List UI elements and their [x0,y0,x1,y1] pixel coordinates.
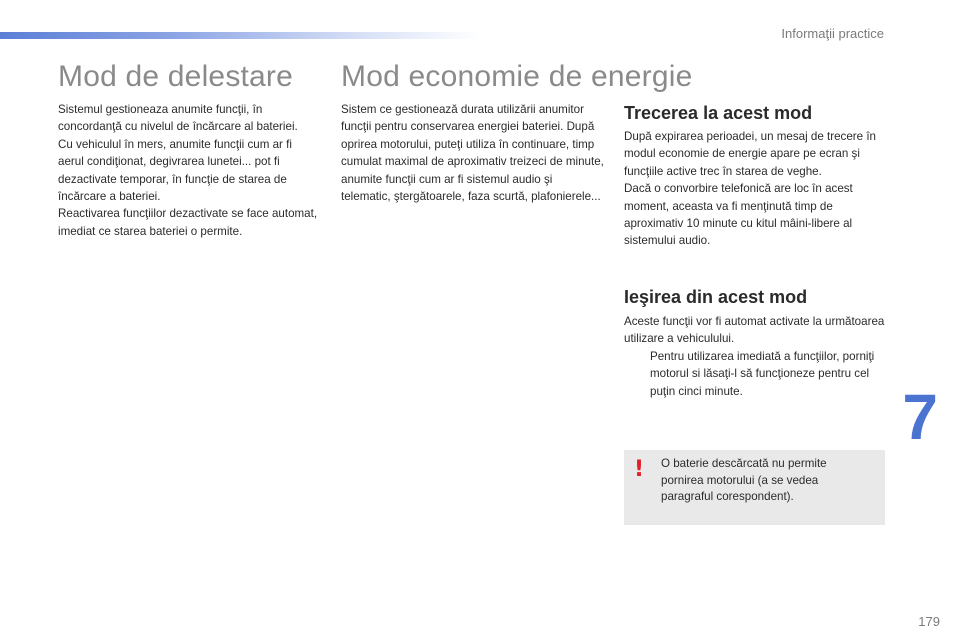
exit-mode-text [624,313,886,400]
enter-mode-heading: Trecerea la acest mod [624,103,813,123]
section-header: Informaţii practice [781,26,884,41]
warning-note [624,450,885,525]
load-shedding-text [58,101,320,240]
chapter-number: 7 [902,381,938,453]
load-shedding-title: Mod de delestare [58,60,294,93]
paragraph: După expirarea perioadei, un mesaj de trecere în modul economie de energie apare pe ecran şi funcţiile active trec în starea de veghe. [624,130,876,178]
warning-exclamation-icon: ! [634,457,645,482]
bullet-icon [624,348,650,400]
energy-economy-text: Sistem ce gestionează durata utilizării anumitor funcţii pentru conservarea energiei bateriei. După oprirea motorului, puteţi utiliza în continuare, timp cumulat maximal de aproximativ treizeci de minute, anumite funcţii cum ar fi sistemul audio şi telematic, ştergătoarele, faza scurtă, plafonierele... [341,103,604,204]
page-number: 179 [918,614,940,629]
paragraph: Aceste funcţii vor fi automat activate la următoarea utilizare a vehiculului. [624,315,885,346]
header-accent-bar [0,32,480,39]
paragraph: Cu vehiculul în mers, anumite funcţii cum ar fi aerul condiţionat, degivrarea lunetei... pot fi dezactivate temporar, în funcţie de starea de încărcare a bateriei. [58,137,292,204]
bullet-item [624,348,886,400]
warning-note-text: O baterie descărcată nu permite pornirea motorului (a se vedea paragraful corespondent). [661,457,827,503]
exit-mode-heading: Ieşirea din acest mod [624,287,808,307]
paragraph: Sistemul gestioneaza anumite funcţii, în concordanţă cu nivelul de încărcare al bateriei. [58,103,298,134]
paragraph: Reactivarea funcţiilor dezactivate se face automat, imediat ce starea bateriei o permite. [58,207,318,238]
bullet-text: Pentru utilizarea imediată a funcţiilor, porniţi motorul si lăsaţi-l să funcţioneze pentru cel puţin cinci minute. [650,349,875,398]
energy-economy-title: Mod economie de energie [341,60,693,93]
enter-mode-text [624,128,886,250]
paragraph: Dacă o convorbire telefonică are loc în acest moment, aceasta va fi menţinută timp de aproximativ 10 minute cu kitul mâini-libere al sistemului audio. [624,182,853,248]
